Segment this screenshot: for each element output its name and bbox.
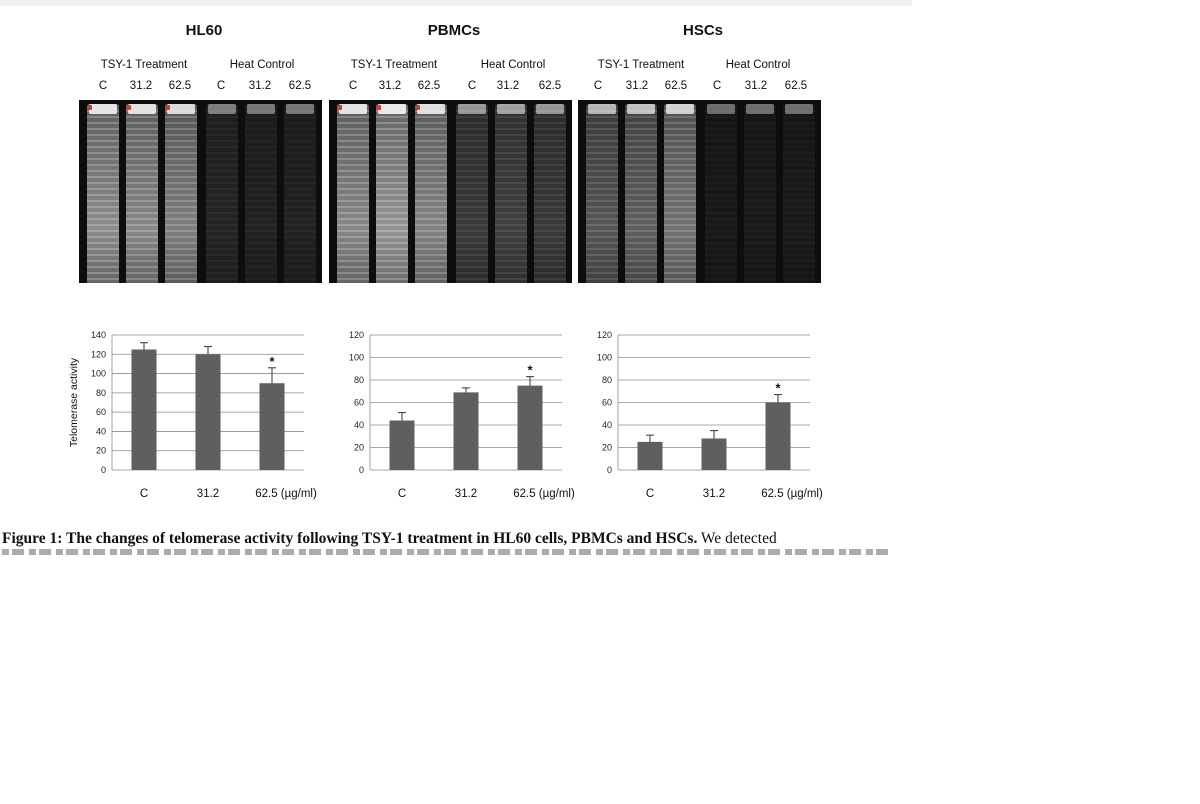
panel-title: HL60 [185,22,223,39]
gel-lane [744,104,776,283]
y-tick-label: 40 [353,420,364,430]
gel-well [167,104,195,114]
gel-well [247,104,275,114]
bar [260,383,285,470]
lane-label: 31.2 [625,80,649,92]
y-tick-label: 120 [596,330,612,340]
gel-image-hl60 [79,100,322,283]
gel-lane [284,104,316,283]
lane-label: 62.5 [417,80,441,92]
y-axis-label: Telomerase activity [68,357,80,448]
gel-well [128,104,156,114]
lane-label: C [348,80,358,92]
gel-lane [586,104,618,283]
bar [702,439,727,471]
y-tick-label: 20 [601,442,612,453]
y-tick-label: 60 [601,397,612,408]
lane-label: 62.5 [288,80,312,92]
y-tick-label: 120 [90,349,106,360]
significance-asterisk: * [269,353,275,369]
bar [454,392,479,470]
x-tick-label: 62.5 (µg/ml) [761,488,823,500]
bar-chart-hscs [578,326,843,506]
y-tick-label: 0 [358,465,364,475]
panel-title: HSCs [682,22,723,39]
group-label-heat-control: Heat Control [480,59,546,71]
gel-lane [705,104,737,283]
gel-well [89,104,117,114]
bar [518,386,543,470]
bar [196,354,221,470]
bar-chart-hl60 [60,326,330,506]
y-tick-label: 80 [601,375,612,385]
bar [766,403,791,471]
gel-well [588,104,616,114]
lane-label: 31.2 [248,80,272,92]
gel-lane [337,104,369,283]
lane-label: 62.5 [664,80,688,92]
group-label-treatment: TSY-1 Treatment [597,59,685,71]
y-tick-label: 80 [95,387,106,398]
gel-lane [87,104,119,283]
y-tick-label: 120 [348,330,364,340]
lane-label: 62.5 [784,80,808,92]
gel-well [458,104,486,114]
y-tick-label: 100 [90,368,106,379]
y-tick-label: 100 [596,352,612,363]
gel-lane [534,104,566,283]
lane-label: 62.5 [538,80,562,92]
group-label-heat-control: Heat Control [229,59,295,71]
significance-asterisk: * [775,380,781,396]
gel-lane [165,104,197,283]
x-tick-label: C [139,488,149,500]
gel-well [785,104,813,114]
y-tick-label: 20 [95,445,106,456]
gel-lane [126,104,158,283]
lane-label: 31.2 [744,80,768,92]
lane-label: 62.5 [168,80,192,92]
y-tick-label: 40 [601,420,612,430]
lane-label: 31.2 [496,80,520,92]
gel-lane [456,104,488,283]
gel-marker [376,105,381,110]
lane-label: C [712,80,722,92]
gel-lane [245,104,277,283]
gel-marker [415,105,420,110]
gel-marker [126,105,131,110]
gel-well [746,104,774,114]
gel-lane [415,104,447,283]
gel-marker [337,105,342,110]
bar [390,421,415,471]
y-tick-label: 40 [95,426,106,437]
lane-label: C [467,80,477,92]
gel-lane [495,104,527,283]
bar-chart-pbmcs [330,326,595,506]
x-tick-label: 31.2 [454,488,478,500]
caption-title: Figure 1: The changes of telomerase activity following TSY-1 treatment in HL60 cells, PBMCs and HSCs. [2,530,698,547]
gel-lane [376,104,408,283]
gel-well [707,104,735,114]
gel-well [627,104,655,114]
gel-well [497,104,525,114]
gel-marker [165,105,170,110]
x-tick-label: 62.5 (µg/ml) [513,488,575,500]
gel-lane [783,104,815,283]
x-tick-label: 31.2 [702,488,726,500]
lane-label: C [593,80,603,92]
gel-image-pbmcs [329,100,572,283]
y-tick-label: 0 [606,465,612,475]
gel-well [536,104,564,114]
y-tick-label: 60 [353,397,364,408]
gel-well [378,104,406,114]
gel-well [286,104,314,114]
caption-text: We detected [697,530,777,547]
y-tick-label: 20 [353,442,364,453]
x-tick-label: 62.5 (µg/ml) [255,488,317,500]
gel-lane [206,104,238,283]
bar [638,442,663,470]
group-label-heat-control: Heat Control [725,59,791,71]
y-tick-label: 140 [90,330,106,340]
lane-label: C [98,80,108,92]
lane-label: 31.2 [129,80,153,92]
caption-cut-off-line [2,549,892,555]
group-label-treatment: TSY-1 Treatment [100,59,188,71]
group-label-treatment: TSY-1 Treatment [350,59,438,71]
y-tick-label: 0 [100,465,106,475]
gel-lane [625,104,657,283]
bar [132,349,157,470]
y-tick-label: 60 [95,407,106,418]
gel-well [208,104,236,114]
gel-well [666,104,694,114]
x-tick-label: C [397,488,407,500]
y-tick-label: 100 [348,352,364,363]
significance-asterisk: * [527,362,533,378]
gel-well [339,104,367,114]
gel-marker [87,105,92,110]
gel-lane [664,104,696,283]
gel-image-hscs [578,100,821,283]
x-tick-label: C [645,488,655,500]
y-tick-label: 80 [353,375,364,385]
lane-label: 31.2 [378,80,402,92]
gel-well [417,104,445,114]
lane-label: C [216,80,226,92]
panel-title: PBMCs [427,22,481,39]
x-tick-label: 31.2 [196,488,220,500]
